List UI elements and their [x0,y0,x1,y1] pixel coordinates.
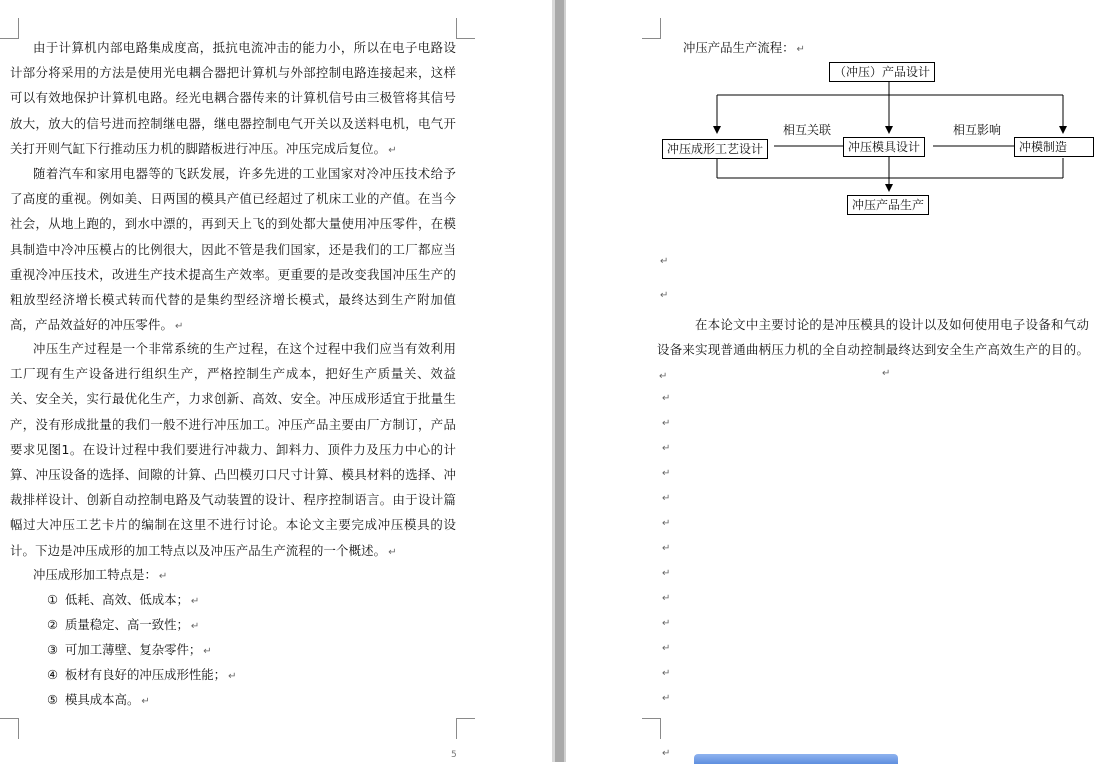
paragraph-mark-icon: ↵ [141,696,150,707]
paragraph-mark-icon: ↵ [662,543,671,554]
flow-label-related: 相互关联 [783,123,832,137]
paragraph-mark-icon: ↵ [662,693,671,704]
document-page-right[interactable] [566,0,1096,762]
list-item[interactable]: ③ 可加工薄壁、复杂零件； ↵ [47,642,212,657]
flow-box-process-design: 冲压成形工艺设计 [662,139,768,159]
paragraph-mark-icon: ↵ [660,256,669,267]
paragraph-mark-icon: ↵ [660,290,669,301]
paragraph-mark-icon: ↵ [796,44,805,55]
paragraph-mark-icon: ↵ [203,646,212,657]
list-title[interactable]: 冲压成形加工特点是： ↵ [33,567,168,582]
paragraph-mark-icon: ↵ [662,643,671,654]
paragraph-mark-icon: ↵ [659,371,668,383]
flowchart [566,0,1096,230]
paragraph-mark-icon: ↵ [662,443,671,454]
paragraph-mark-icon: ↵ [882,368,891,379]
body-paragraph[interactable]: 由于计算机内部电路集成度高，抵抗电流冲击的能力小，所以在电子电路设计部分将采用的方法是使用光电耦合器把计算机与外部控制电路连接起来，这样可以有效地保护计算机电路。经光电耦合器传来的计算机信号由三极管将其信号放大，放大的信号进而控制继电器，继电器控制电气开关以及送料电机，电气开关打开则气缸下行推动压力机的脚踏板进行冲压。冲压完成后复位。 ↵ [10,40,456,156]
list-item[interactable]: ② 质量稳定、高一致性； ↵ [47,617,200,632]
flow-label-influence: 相互影响 [953,123,1002,137]
list-item[interactable]: ⑤ 模具成本高。 ↵ [47,692,150,707]
page-number: 5 [451,750,457,760]
taskbar-strip[interactable] [694,754,898,764]
paragraph-mark-icon: ↵ [662,518,671,529]
flowchart-connectors [566,0,1096,230]
paragraph-mark-icon: ↵ [175,321,184,333]
paragraph-mark-icon: ↵ [158,571,168,582]
body-paragraph[interactable]: 冲压生产过程是一个非常系统的生产过程，在这个过程中我们应当有效利用工厂现有生产设备进行组织生产，严格控制生产成本，把好生产质量关、效益关、安全关，实行最优化生产，力求创新、高效、安全。冲压成形适宜于批量生产，没有形成批量的我们一般不进行冲压加工。冲压产品主要由厂方制订，产品要求见图1。在设计过程中我们要进行冲裁力、卸料力、顶件力及压力中心的计算、冲压设备的选择、间隙的计算、凸凹模刃口尺寸计算、模具材料的选择、冲裁排样设计、创新自动控制电路及气动装置的设计、程序控制语言。由于设计篇幅过大冲压工艺卡片的编制在这里不进行讨论。本论文主要完成冲压模具的设计。下边是冲压成形的加工特点以及冲压产品生产流程的一个概述。 ↵ [10,341,456,558]
paragraph-mark-icon: ↵ [662,748,671,759]
paragraph-mark-icon: ↵ [662,568,671,579]
paragraph-mark-icon: ↵ [662,668,671,679]
paragraph-mark-icon: ↵ [662,493,671,504]
flow-box-product-design: （冲压）产品设计 [829,62,935,82]
flow-box-die-design: 冲压模具设计 [843,137,925,157]
paragraph-mark-icon: ↵ [388,144,397,156]
paragraph-mark-icon: ↵ [662,618,671,629]
crop-mark [0,718,19,739]
page-gutter [552,0,566,762]
paragraph-mark-icon: ↵ [662,593,671,604]
paragraph-mark-icon: ↵ [662,418,671,429]
paragraph-mark-icon: ↵ [190,596,200,607]
crop-mark [456,18,475,39]
flow-title[interactable]: 冲压产品生产流程： ↵ [683,40,805,55]
body-paragraph[interactable]: 随着汽车和家用电器等的飞跃发展，许多先进的工业国家对冷冲压技术给予了高度的重视。例如美、日两国的模具产值已经超过了机床工业的产值。在当今社会，从地上跑的，到水中漂的，再到天上飞的到处都大量使用冲压零件，在模具制造中冷冲压模占的比例很大，因此不管是我们国家，还是我们的工厂都应当重视冷冲压技术，改进生产技术提高生产效率。更重要的是改变我国冲压生产的粗放型经济增长模式转而代替的是集约型经济增长模式，最终达到生产附加值高，产品效益好的冲压零件。 ↵ [10,166,456,333]
crop-mark [642,718,661,739]
flow-box-die-manufacture: 冲模制造 [1014,137,1094,157]
paragraph-mark-icon: ↵ [662,468,671,479]
paragraph-mark-icon: ↵ [228,671,237,682]
paragraph-mark-icon: ↵ [190,621,200,632]
list-item[interactable]: ④ 板材有良好的冲压成形性能； ↵ [47,667,237,682]
paragraph-mark-icon: ↵ [388,546,397,558]
paragraph-mark-icon: ↵ [662,393,671,404]
list-item[interactable]: ① 低耗、高效、低成本； ↵ [47,592,200,607]
body-paragraph[interactable]: 在本论文中主要讨论的是冲压模具的设计以及如何使用电子设备和气动设备来实现普通曲柄压力机的全自动控制最终达到安全生产高效生产的目的。↵ [657,317,1089,383]
flow-box-production: 冲压产品生产 [847,195,929,215]
crop-mark [456,718,475,739]
